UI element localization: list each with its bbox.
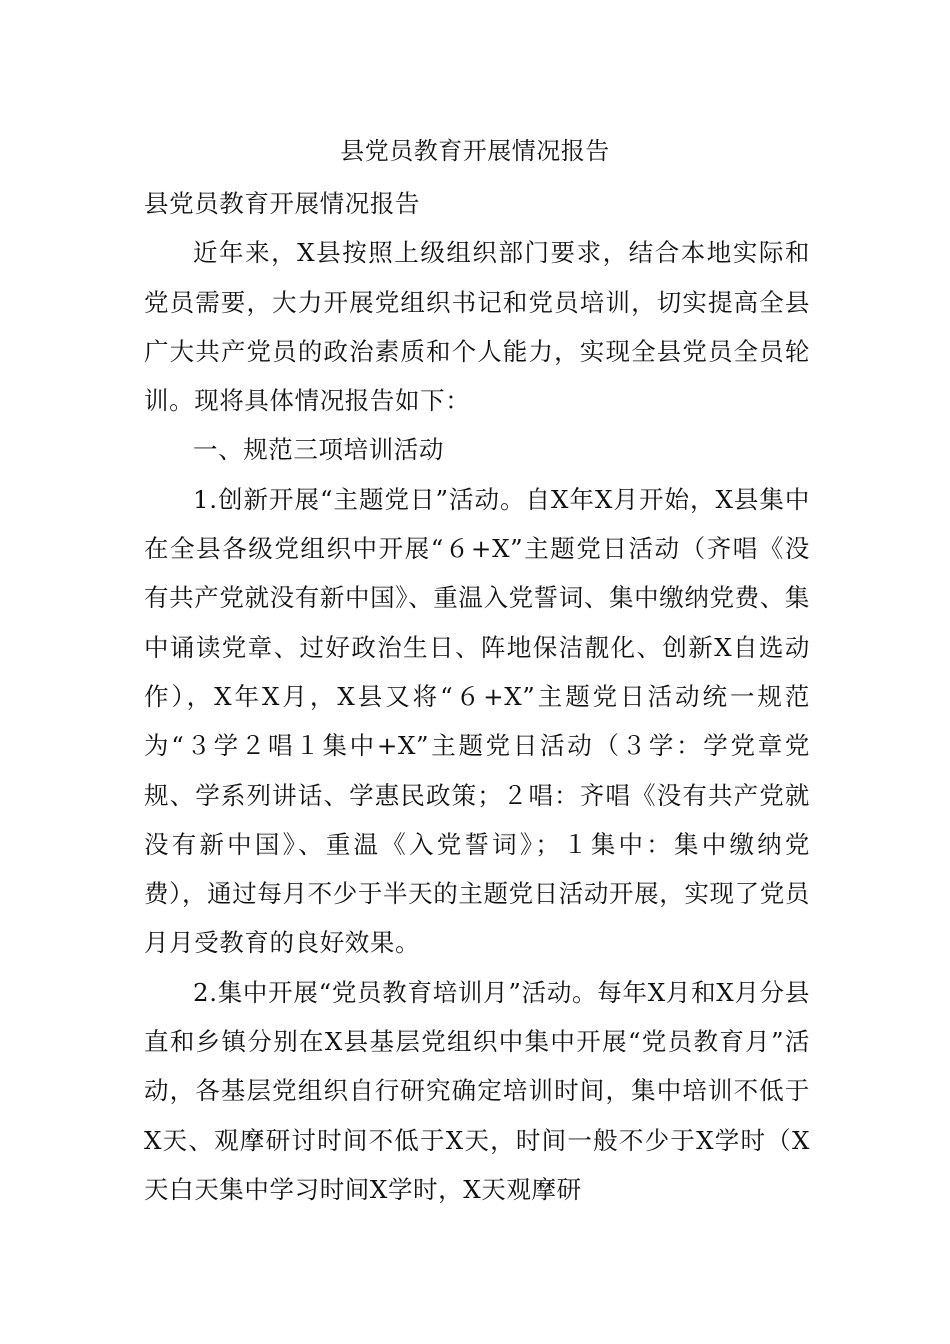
intro-paragraph: 近年来，X县按照上级组织部门要求，结合本地实际和党员需要，大力开展党组织书记和党员培训，切实提高全县广大共产党员的政治素质和个人能力，实现全县党员全员轮训。现将具体情况报告如下： <box>144 238 810 416</box>
section-heading: 一、规范三项培训活动 <box>193 435 444 465</box>
document-subtitle: 县党员教育开展情况报告 <box>144 189 421 218</box>
document-title: 县党员教育开展情况报告 <box>340 137 610 165</box>
document-body <box>144 179 810 1214</box>
paragraph-theme-party-day: 1.创新开展“主题党日”活动。自X年X月开始，X县集中在全县各级党组织中开展“６+X”主题党日活动（齐唱《没有共产党就没有新中国》、重温入党誓词、集中缴纳党费、集中诵读党章、过好政治生日、阵地保洁靓化、创新X自选动作），X年X月，X县又将“６+X”主题党日活动统一规范为“３学２唱１集中+X”主题党日活动（３学：学党章党规、学系列讲话、学惠民政策；２唱：齐唱《没有共产党就没有新中国》、重温《入党誓词》；１集中：集中缴纳党费），通过每月不少于半天的主题党日活动开展，实现了党员月月受教育的良好效果。 <box>144 484 810 958</box>
paragraph-training-month: 2.集中开展“党员教育培训月”活动。每年X月和X月分县直和乡镇分别在X县基层党组织中集中开展“党员教育月”活动，各基层党组织自行研究确定培训时间，集中培训不低于X天、观摩研讨时间不低于X天，时间一般不少于X学时（X天白天集中学习时间X学时，X天观摩研 <box>144 977 810 1204</box>
